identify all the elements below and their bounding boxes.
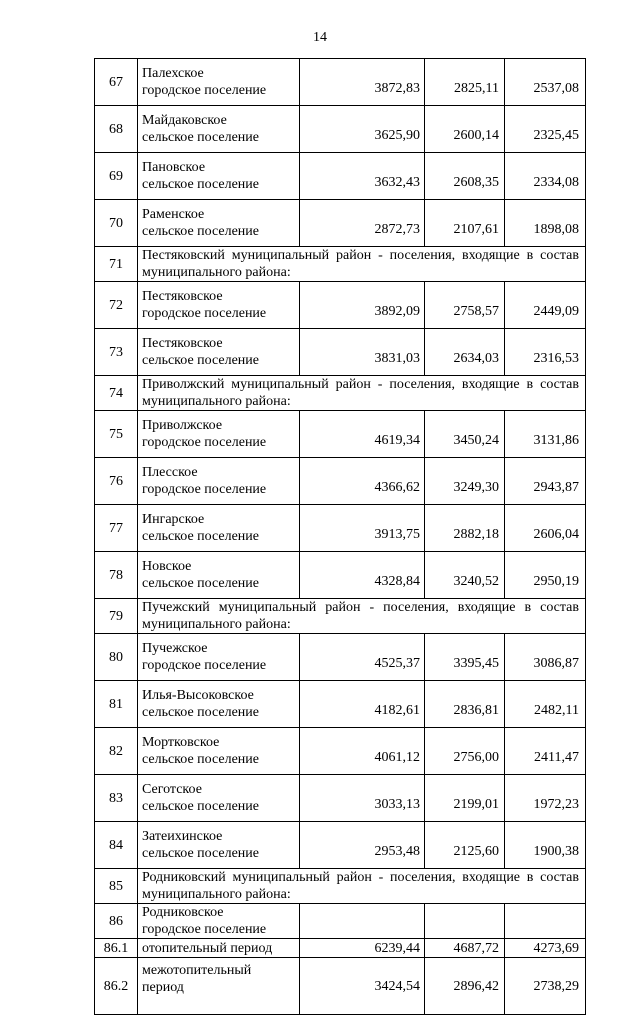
value-1: 6239,44 — [300, 939, 425, 958]
row-number: 78 — [95, 552, 138, 599]
value-1: 3424,54 — [300, 958, 425, 1015]
table-row — [95, 634, 586, 681]
value-2: 3240,52 — [425, 552, 505, 599]
value-2: 3249,30 — [425, 458, 505, 505]
table-row — [95, 376, 586, 411]
value-3: 2449,09 — [505, 282, 586, 329]
table-row — [95, 200, 586, 247]
table-row — [95, 599, 586, 634]
value-2: 2600,14 — [425, 106, 505, 153]
value-1: 4328,84 — [300, 552, 425, 599]
row-number: 86 — [95, 904, 138, 939]
name-line: городское поселение — [142, 482, 267, 497]
value-3: 3086,87 — [505, 634, 586, 681]
settlement-name-cell — [138, 200, 300, 247]
settlement-name-cell — [138, 904, 300, 939]
value-3: 2316,53 — [505, 329, 586, 376]
settlement-name-cell — [138, 329, 300, 376]
table-row — [95, 329, 586, 376]
settlement-name-cell — [138, 59, 300, 106]
row-number: 68 — [95, 106, 138, 153]
table-body — [95, 59, 586, 1015]
table-row — [95, 247, 586, 282]
name-line: сельское поселение — [142, 752, 259, 767]
table-row — [95, 458, 586, 505]
row-number: 86.2 — [95, 958, 138, 1015]
value-2: 2836,81 — [425, 681, 505, 728]
name-line: Новское — [142, 559, 192, 574]
value-2: 4687,72 — [425, 939, 505, 958]
table-row — [95, 904, 586, 939]
value-2: 2634,03 — [425, 329, 505, 376]
table-row — [95, 822, 586, 869]
table-row — [95, 728, 586, 775]
settlement-name-cell — [138, 634, 300, 681]
table-row — [95, 59, 586, 106]
table-row — [95, 775, 586, 822]
table-row — [95, 939, 586, 958]
name-line: Пестяковское — [142, 289, 223, 304]
row-number: 74 — [95, 376, 138, 411]
row-number: 86.1 — [95, 939, 138, 958]
settlement-name-cell — [138, 822, 300, 869]
name-line: сельское поселение — [142, 705, 259, 720]
value-2: 2199,01 — [425, 775, 505, 822]
value-1: 3872,83 — [300, 59, 425, 106]
value-2: 2125,60 — [425, 822, 505, 869]
value-1: 4525,37 — [300, 634, 425, 681]
name-line: Илья-Высоковское — [142, 688, 254, 703]
row-number: 81 — [95, 681, 138, 728]
value-3: 3131,86 — [505, 411, 586, 458]
district-heading: Приволжский муниципальный район - поселения, входящие в состав муниципального района: — [138, 376, 586, 411]
settlement-name-cell — [138, 411, 300, 458]
value-3: 4273,69 — [505, 939, 586, 958]
value-3: 2738,29 — [505, 958, 586, 1015]
row-number: 73 — [95, 329, 138, 376]
value-1: 3033,13 — [300, 775, 425, 822]
table-row — [95, 681, 586, 728]
name-line: сельское поселение — [142, 353, 259, 368]
value-3: 2334,08 — [505, 153, 586, 200]
name-line: сельское поселение — [142, 177, 259, 192]
value-2: 3395,45 — [425, 634, 505, 681]
period-name: отопительный период — [138, 939, 300, 958]
value-2: 2608,35 — [425, 153, 505, 200]
name-line: Пучежское — [142, 641, 208, 656]
row-number: 79 — [95, 599, 138, 634]
name-line: Приволжское — [142, 418, 223, 433]
value-1: 4366,62 — [300, 458, 425, 505]
name-line: городское поселение — [142, 83, 267, 98]
value-2 — [425, 904, 505, 939]
row-number: 72 — [95, 282, 138, 329]
district-heading: Пестяковский муниципальный район - поселения, входящие в состав муниципального района: — [138, 247, 586, 282]
name-line: Сеготское — [142, 782, 202, 797]
name-line: сельское поселение — [142, 224, 259, 239]
name-line: Пестяковское — [142, 336, 223, 351]
value-1: 4182,61 — [300, 681, 425, 728]
value-1: 3632,43 — [300, 153, 425, 200]
value-2: 3450,24 — [425, 411, 505, 458]
row-number: 71 — [95, 247, 138, 282]
table-row — [95, 411, 586, 458]
name-line: Родниковское — [142, 905, 224, 920]
table-row — [95, 552, 586, 599]
table-row — [95, 282, 586, 329]
value-3: 2537,08 — [505, 59, 586, 106]
district-heading: Пучежский муниципальный район - поселения, входящие в состав муниципального района: — [138, 599, 586, 634]
value-2: 2896,42 — [425, 958, 505, 1015]
name-line: сельское поселение — [142, 529, 259, 544]
value-1: 4061,12 — [300, 728, 425, 775]
name-line: период — [142, 980, 184, 995]
value-1 — [300, 904, 425, 939]
name-line: городское поселение — [142, 306, 267, 321]
value-2: 2882,18 — [425, 505, 505, 552]
row-number: 69 — [95, 153, 138, 200]
table-row — [95, 869, 586, 904]
value-2: 2756,00 — [425, 728, 505, 775]
settlement-name-cell — [138, 282, 300, 329]
value-1: 3913,75 — [300, 505, 425, 552]
table-row — [95, 958, 586, 1015]
row-number: 82 — [95, 728, 138, 775]
value-3: 2950,19 — [505, 552, 586, 599]
value-1: 3625,90 — [300, 106, 425, 153]
name-line: городское поселение — [142, 658, 267, 673]
page-number: 14 — [313, 30, 327, 45]
value-2: 2825,11 — [425, 59, 505, 106]
name-line: Палехское — [142, 66, 204, 81]
name-line: Затеихинское — [142, 829, 223, 844]
name-line: Ингарское — [142, 512, 205, 527]
row-number: 85 — [95, 869, 138, 904]
value-2: 2758,57 — [425, 282, 505, 329]
settlement-name-cell — [138, 153, 300, 200]
value-1: 3892,09 — [300, 282, 425, 329]
value-1: 4619,34 — [300, 411, 425, 458]
district-heading: Родниковский муниципальный район - поселения, входящие в состав муниципального района: — [138, 869, 586, 904]
value-3: 1898,08 — [505, 200, 586, 247]
row-number: 67 — [95, 59, 138, 106]
value-3: 1972,23 — [505, 775, 586, 822]
name-line: сельское поселение — [142, 799, 259, 814]
value-3: 1900,38 — [505, 822, 586, 869]
table-row — [95, 106, 586, 153]
name-line: сельское поселение — [142, 130, 259, 145]
settlement-name-cell — [138, 106, 300, 153]
row-number: 84 — [95, 822, 138, 869]
settlement-name-cell — [138, 681, 300, 728]
value-1: 2953,48 — [300, 822, 425, 869]
name-line: межотопительный — [142, 963, 252, 978]
value-3 — [505, 904, 586, 939]
settlement-name-cell — [138, 728, 300, 775]
name-line: городское поселение — [142, 922, 267, 937]
row-number: 76 — [95, 458, 138, 505]
row-number: 75 — [95, 411, 138, 458]
value-3: 2606,04 — [505, 505, 586, 552]
value-3: 2943,87 — [505, 458, 586, 505]
name-line: Мортковское — [142, 735, 220, 750]
row-number: 70 — [95, 200, 138, 247]
value-2: 2107,61 — [425, 200, 505, 247]
table-row — [95, 505, 586, 552]
row-number: 77 — [95, 505, 138, 552]
settlement-name-cell — [138, 552, 300, 599]
table-row — [95, 153, 586, 200]
value-3: 2411,47 — [505, 728, 586, 775]
name-line: сельское поселение — [142, 846, 259, 861]
settlement-name-cell — [138, 958, 300, 1015]
name-line: Майдаковское — [142, 113, 227, 128]
settlement-name-cell — [138, 775, 300, 822]
name-line: сельское поселение — [142, 576, 259, 591]
name-line: Раменское — [142, 207, 205, 222]
settlement-name-cell — [138, 505, 300, 552]
value-1: 3831,03 — [300, 329, 425, 376]
name-line: городское поселение — [142, 435, 267, 450]
value-3: 2482,11 — [505, 681, 586, 728]
value-1: 2872,73 — [300, 200, 425, 247]
settlement-name-cell — [138, 458, 300, 505]
row-number: 80 — [95, 634, 138, 681]
row-number: 83 — [95, 775, 138, 822]
tariff-table — [94, 58, 586, 1015]
name-line: Пановское — [142, 160, 206, 175]
name-line: Плесское — [142, 465, 198, 480]
value-3: 2325,45 — [505, 106, 586, 153]
